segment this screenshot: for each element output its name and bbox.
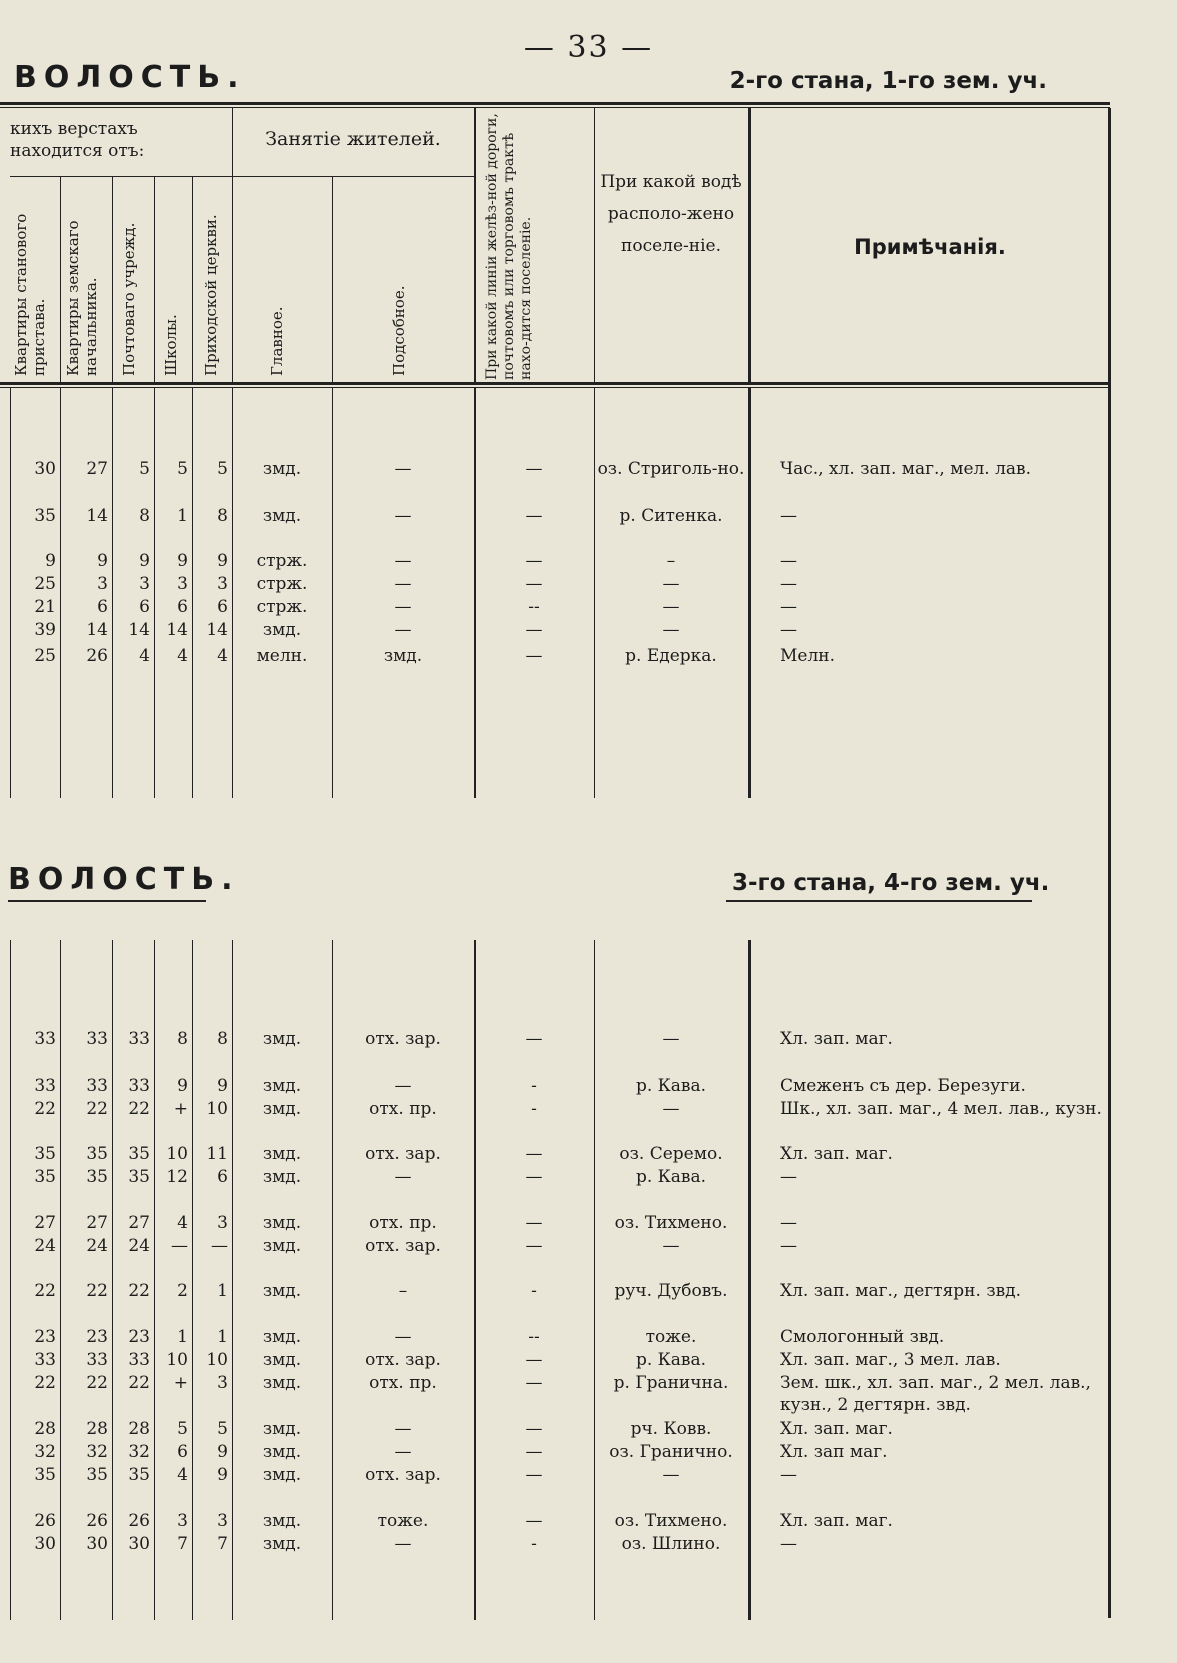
table-cell-distance: + bbox=[173, 1099, 188, 1119]
table-cell-distance: 14 bbox=[166, 620, 188, 640]
table-cell-distance: 28 bbox=[34, 1419, 56, 1439]
table-cell-route: - bbox=[531, 1076, 537, 1096]
table-cell-note: Смологонный звд. bbox=[780, 1327, 945, 1347]
table-cell-route: — bbox=[525, 646, 543, 666]
col-school-header: Школы. bbox=[162, 314, 180, 376]
table-cell-route: -- bbox=[528, 597, 540, 617]
table-cell-main: змд. bbox=[262, 1373, 302, 1393]
table-cell-note: — bbox=[780, 1236, 797, 1256]
table-cell-main: змд. bbox=[262, 1511, 302, 1531]
table-cell-distance: 3 bbox=[139, 574, 150, 594]
table-cell-aux: — bbox=[394, 620, 412, 640]
table-cell-distance: 22 bbox=[86, 1373, 108, 1393]
table-cell-note: Шк., хл. зап. маг., 4 мел. лав., кузн. bbox=[780, 1099, 1102, 1119]
table-cell-distance: 22 bbox=[128, 1373, 150, 1393]
table-cell-aux: отх. пр. bbox=[369, 1213, 437, 1233]
table-cell-water: оз. Тихмено. bbox=[614, 1511, 728, 1531]
table-cell-route: — bbox=[525, 1144, 543, 1164]
table-cell-aux: — bbox=[394, 574, 412, 594]
table-cell-distance: 4 bbox=[177, 1465, 188, 1485]
table-cell-distance: 9 bbox=[217, 1442, 228, 1462]
header-top-rule bbox=[0, 102, 1110, 105]
table-cell-note: Час., хл. зап. маг., мел. лав. bbox=[780, 459, 1032, 479]
table-cell-route: — bbox=[525, 1511, 543, 1531]
table-cell-distance: 21 bbox=[34, 597, 56, 617]
table-cell-distance: 26 bbox=[34, 1511, 56, 1531]
table-cell-note: — bbox=[780, 1465, 797, 1485]
table-cell-distance: 14 bbox=[206, 620, 228, 640]
body2-divider bbox=[474, 940, 476, 1620]
header-bottom-rule bbox=[0, 382, 1110, 385]
table-cell-note: Хл. зап. маг. bbox=[780, 1144, 893, 1164]
table-cell-distance: 5 bbox=[217, 1419, 228, 1439]
table-cell-distance: 33 bbox=[128, 1350, 150, 1370]
table-cell-distance: 23 bbox=[34, 1327, 56, 1347]
table-cell-distance: 22 bbox=[34, 1099, 56, 1119]
table-cell-aux: отх. зар. bbox=[365, 1029, 441, 1049]
table-cell-distance: 10 bbox=[166, 1144, 188, 1164]
table-cell-distance: 22 bbox=[86, 1281, 108, 1301]
table-cell-distance: 3 bbox=[97, 574, 108, 594]
section2-subtitle-underline bbox=[726, 900, 1032, 902]
table-cell-water: руч. Дубовъ. bbox=[614, 1281, 728, 1301]
table-cell-distance: 35 bbox=[34, 1465, 56, 1485]
table-cell-aux: – bbox=[398, 1281, 408, 1301]
table-cell-aux: — bbox=[394, 1076, 412, 1096]
table-cell-main: змд. bbox=[262, 1099, 302, 1119]
table-cell-distance: 30 bbox=[128, 1534, 150, 1554]
page-number: — 33 — bbox=[523, 30, 654, 65]
header-bottom-rule-thin bbox=[0, 387, 1110, 388]
right-border bbox=[1108, 108, 1111, 1618]
table-cell-note: — bbox=[780, 1167, 797, 1187]
table-cell-distance: 3 bbox=[217, 574, 228, 594]
table-cell-distance: 35 bbox=[34, 1144, 56, 1164]
table-cell-water: — bbox=[662, 1465, 680, 1485]
table-cell-aux: отх. пр. bbox=[369, 1099, 437, 1119]
body1-divider bbox=[748, 388, 751, 798]
body2-divider bbox=[594, 940, 595, 1620]
table-cell-main: змд. bbox=[262, 1419, 302, 1439]
table-cell-distance: 33 bbox=[128, 1029, 150, 1049]
table-cell-water: р. Кава. bbox=[635, 1076, 707, 1096]
table-cell-distance: 4 bbox=[217, 646, 228, 666]
table-cell-distance: 5 bbox=[177, 459, 188, 479]
distance-group-rule bbox=[10, 176, 232, 177]
hdr-divider bbox=[192, 176, 193, 382]
table-cell-water: оз. Гранично. bbox=[609, 1442, 733, 1462]
table-cell-note: Мелн. bbox=[780, 646, 836, 666]
table-cell-distance: 33 bbox=[34, 1350, 56, 1370]
table-cell-main: змд. bbox=[262, 1442, 302, 1462]
table-cell-aux: отх. зар. bbox=[365, 1236, 441, 1256]
table-cell-note: Хл. зап маг. bbox=[780, 1442, 888, 1462]
table-cell-distance: 22 bbox=[86, 1099, 108, 1119]
table-cell-route: — bbox=[525, 1350, 543, 1370]
table-cell-water: – bbox=[666, 551, 676, 571]
table-cell-note: Хл. зап. маг. bbox=[780, 1029, 893, 1049]
table-cell-aux: тоже. bbox=[377, 1511, 429, 1531]
table-cell-distance: 14 bbox=[128, 620, 150, 640]
table-cell-water: р. Кава. bbox=[635, 1167, 707, 1187]
table-cell-main: змд. bbox=[262, 1167, 302, 1187]
table-cell-distance: 26 bbox=[128, 1511, 150, 1531]
table-cell-distance: 28 bbox=[86, 1419, 108, 1439]
table-cell-route: — bbox=[525, 1213, 543, 1233]
table-cell-water: оз. Серемо. bbox=[619, 1144, 723, 1164]
table-cell-distance: 10 bbox=[166, 1350, 188, 1370]
table-cell-note: — bbox=[780, 620, 797, 640]
table-cell-distance: 22 bbox=[34, 1281, 56, 1301]
section2-title-underline bbox=[8, 900, 206, 902]
table-cell-distance: — bbox=[171, 1236, 188, 1256]
table-cell-distance: 1 bbox=[217, 1327, 228, 1347]
table-cell-distance: 2 bbox=[177, 1281, 188, 1301]
table-cell-main: стрж. bbox=[256, 551, 308, 571]
hdr-divider bbox=[474, 108, 476, 382]
table-cell-distance: 35 bbox=[34, 1167, 56, 1187]
table-cell-distance: 30 bbox=[34, 459, 56, 479]
table-cell-route: - bbox=[531, 1099, 537, 1119]
table-cell-distance: 14 bbox=[86, 506, 108, 526]
table-cell-main: стрж. bbox=[256, 597, 308, 617]
section1-title: ВОЛОСТЬ. bbox=[14, 60, 246, 95]
table-cell-note: — bbox=[780, 574, 797, 594]
table-cell-water: — bbox=[662, 597, 680, 617]
table-cell-distance: 8 bbox=[177, 1029, 188, 1049]
table-cell-main: змд. bbox=[262, 1236, 302, 1256]
table-cell-main: змд. bbox=[262, 620, 302, 640]
table-cell-aux: отх. пр. bbox=[369, 1373, 437, 1393]
hdr-divider bbox=[154, 176, 155, 382]
table-cell-distance: 39 bbox=[34, 620, 56, 640]
table-cell-route: - bbox=[531, 1534, 537, 1554]
table-cell-distance: 5 bbox=[177, 1419, 188, 1439]
table-cell-distance: 1 bbox=[177, 506, 188, 526]
table-cell-distance: 6 bbox=[177, 1442, 188, 1462]
table-cell-distance: 4 bbox=[177, 1213, 188, 1233]
table-cell-distance: 1 bbox=[217, 1281, 228, 1301]
table-cell-water: — bbox=[662, 620, 680, 640]
col-aux-header: Подсобное. bbox=[390, 285, 408, 376]
table-cell-distance: 14 bbox=[86, 620, 108, 640]
table-cell-distance: 25 bbox=[34, 646, 56, 666]
table-cell-aux: — bbox=[394, 1327, 412, 1347]
table-cell-water: р. Гранична. bbox=[613, 1373, 729, 1393]
col-notes-header: Примѣчанія. bbox=[854, 235, 1006, 259]
table-cell-distance: 12 bbox=[166, 1167, 188, 1187]
table-cell-distance: 27 bbox=[128, 1213, 150, 1233]
table-cell-distance: 33 bbox=[34, 1029, 56, 1049]
table-cell-aux: — bbox=[394, 597, 412, 617]
table-cell-distance: 23 bbox=[128, 1327, 150, 1347]
table-cell-distance: 9 bbox=[217, 1465, 228, 1485]
table-cell-distance: 6 bbox=[177, 597, 188, 617]
table-cell-distance: 33 bbox=[86, 1076, 108, 1096]
col-main-header: Главное. bbox=[268, 306, 286, 376]
table-cell-distance: 32 bbox=[86, 1442, 108, 1462]
table-cell-distance: 33 bbox=[86, 1029, 108, 1049]
table-cell-main: стрж. bbox=[256, 574, 308, 594]
table-cell-water: — bbox=[662, 1029, 680, 1049]
table-cell-distance: 7 bbox=[217, 1534, 228, 1554]
table-cell-distance: 9 bbox=[177, 551, 188, 571]
table-cell-distance: 30 bbox=[34, 1534, 56, 1554]
table-cell-water: оз. Стриголь-но. bbox=[597, 459, 745, 479]
table-cell-distance: 24 bbox=[34, 1236, 56, 1256]
table-cell-route: — bbox=[525, 1167, 543, 1187]
table-cell-aux: отх. зар. bbox=[365, 1350, 441, 1370]
distance-group-header: кихъ верстахъ находится отъ: bbox=[10, 119, 145, 161]
col-zemsky-header: Квартиры земскаго начальника. bbox=[64, 220, 100, 376]
col-water-header: При какой водѣ располо-жено поселе-ніе. bbox=[600, 172, 742, 256]
table-cell-main: змд. bbox=[262, 1213, 302, 1233]
table-cell-main: змд. bbox=[262, 1465, 302, 1485]
table-cell-note: Хл. зап. маг., 3 мел. лав. bbox=[780, 1350, 1001, 1370]
table-cell-distance: 30 bbox=[86, 1534, 108, 1554]
table-cell-main: змд. bbox=[262, 459, 302, 479]
table-cell-route: — bbox=[525, 1373, 543, 1393]
table-cell-aux: отх. зар. bbox=[365, 1144, 441, 1164]
table-cell-water: оз. Тихмено. bbox=[614, 1213, 728, 1233]
table-cell-aux: — bbox=[394, 1534, 412, 1554]
table-cell-distance: 28 bbox=[128, 1419, 150, 1439]
table-cell-route: — bbox=[525, 1029, 543, 1049]
table-cell-aux: — bbox=[394, 1167, 412, 1187]
table-cell-distance: 11 bbox=[206, 1144, 228, 1164]
table-cell-aux: — bbox=[394, 1442, 412, 1462]
table-cell-note: — bbox=[780, 506, 797, 526]
table-cell-distance: 35 bbox=[128, 1167, 150, 1187]
col-stanovoy-header: Квартиры станового пристава. bbox=[12, 213, 48, 376]
table-cell-note: — bbox=[780, 597, 797, 617]
table-cell-distance: 5 bbox=[139, 459, 150, 479]
table-cell-distance: 5 bbox=[217, 459, 228, 479]
table-cell-distance: 24 bbox=[86, 1236, 108, 1256]
table-cell-distance: 23 bbox=[86, 1327, 108, 1347]
table-cell-aux: змд. bbox=[383, 646, 423, 666]
col-church-header: Приходской церкви. bbox=[202, 214, 220, 376]
table-cell-route: — bbox=[525, 1419, 543, 1439]
table-cell-water: — bbox=[662, 1236, 680, 1256]
table-cell-distance: 9 bbox=[217, 551, 228, 571]
table-cell-distance: 7 bbox=[177, 1534, 188, 1554]
table-cell-aux: — bbox=[394, 459, 412, 479]
table-cell-aux: — bbox=[394, 551, 412, 571]
occupation-group-rule bbox=[232, 176, 474, 177]
table-cell-water: тоже. bbox=[645, 1327, 697, 1347]
table-cell-distance: 9 bbox=[97, 551, 108, 571]
table-cell-route: - bbox=[531, 1281, 537, 1301]
header-top-rule-thin bbox=[0, 107, 1110, 108]
table-cell-aux: — bbox=[394, 506, 412, 526]
table-cell-distance: 22 bbox=[34, 1373, 56, 1393]
table-cell-main: змд. bbox=[262, 1029, 302, 1049]
table-cell-distance: 35 bbox=[34, 506, 56, 526]
table-cell-distance: 35 bbox=[86, 1144, 108, 1164]
table-cell-distance: 32 bbox=[34, 1442, 56, 1462]
table-cell-note: Хл. зап. маг., дегтярн. звд. bbox=[780, 1281, 1022, 1301]
table-cell-distance: 3 bbox=[217, 1373, 228, 1393]
table-cell-main: змд. bbox=[262, 1327, 302, 1347]
table-cell-route: — bbox=[525, 1442, 543, 1462]
table-cell-distance: 1 bbox=[177, 1327, 188, 1347]
table-cell-note: Зем. шк., хл. зап. маг., 2 мел. лав., кузн., 2 дегтярн. звд. bbox=[780, 1373, 1091, 1415]
table-cell-distance: 6 bbox=[139, 597, 150, 617]
table-cell-route: — bbox=[525, 551, 543, 571]
table-cell-aux: отх. зар. bbox=[365, 1465, 441, 1485]
section2-title: ВОЛОСТЬ. bbox=[8, 862, 240, 897]
table-cell-distance: 9 bbox=[139, 551, 150, 571]
body1-divider bbox=[594, 388, 595, 798]
body1-divider bbox=[332, 388, 333, 798]
body2-divider bbox=[332, 940, 333, 1620]
hdr-divider bbox=[748, 108, 751, 382]
table-cell-distance: 35 bbox=[128, 1144, 150, 1164]
table-cell-distance: 25 bbox=[34, 574, 56, 594]
table-cell-distance: 9 bbox=[45, 551, 56, 571]
section1-subtitle: 2-го стана, 1-го зем. уч. bbox=[729, 68, 1047, 94]
table-cell-distance: 32 bbox=[128, 1442, 150, 1462]
table-cell-main: змд. bbox=[262, 1144, 302, 1164]
table-cell-distance: 8 bbox=[217, 506, 228, 526]
hdr-divider bbox=[112, 176, 113, 382]
table-cell-distance: 3 bbox=[177, 1511, 188, 1531]
table-cell-note: Хл. зап. маг. bbox=[780, 1419, 893, 1439]
section2-subtitle: 3-го стана, 4-го зем. уч. bbox=[732, 870, 1050, 896]
table-cell-main: змд. bbox=[262, 1350, 302, 1370]
table-cell-route: — bbox=[525, 1465, 543, 1485]
table-cell-water: рч. Ковв. bbox=[630, 1419, 712, 1439]
table-cell-aux: — bbox=[394, 1419, 412, 1439]
table-cell-distance: 27 bbox=[86, 459, 108, 479]
table-cell-distance: 27 bbox=[86, 1213, 108, 1233]
table-cell-route: — bbox=[525, 1236, 543, 1256]
table-cell-distance: 9 bbox=[217, 1076, 228, 1096]
body1-divider bbox=[232, 388, 233, 798]
table-cell-distance: 4 bbox=[139, 646, 150, 666]
table-cell-distance: 22 bbox=[128, 1281, 150, 1301]
table-cell-water: р. Ситенка. bbox=[619, 506, 723, 526]
table-cell-route: — bbox=[525, 506, 543, 526]
table-cell-distance: 8 bbox=[139, 506, 150, 526]
table-cell-distance: 26 bbox=[86, 646, 108, 666]
table-cell-note: — bbox=[780, 551, 797, 571]
table-cell-water: оз. Шлино. bbox=[621, 1534, 721, 1554]
table-cell-distance: 35 bbox=[86, 1167, 108, 1187]
table-cell-distance: 33 bbox=[34, 1076, 56, 1096]
table-cell-distance: 8 bbox=[217, 1029, 228, 1049]
occupation-header: Занятіе жителей. bbox=[265, 128, 441, 150]
table-cell-water: р. Едерка. bbox=[625, 646, 717, 666]
table-cell-distance: 3 bbox=[217, 1213, 228, 1233]
hdr-divider bbox=[60, 176, 61, 382]
table-cell-distance: 33 bbox=[86, 1350, 108, 1370]
body2-divider bbox=[232, 940, 233, 1620]
table-cell-distance: 24 bbox=[128, 1236, 150, 1256]
table-cell-note: — bbox=[780, 1534, 797, 1554]
table-cell-main: змд. bbox=[262, 1534, 302, 1554]
table-cell-distance: 3 bbox=[217, 1511, 228, 1531]
table-cell-main: змд. bbox=[262, 1281, 302, 1301]
col-post-header: Почтоваго учрежд. bbox=[120, 222, 138, 376]
table-cell-note: Хл. зап. маг. bbox=[780, 1511, 893, 1531]
table-cell-distance: 35 bbox=[128, 1465, 150, 1485]
table-cell-main: змд. bbox=[262, 1076, 302, 1096]
table-cell-distance: 4 bbox=[177, 646, 188, 666]
table-cell-distance: 10 bbox=[206, 1350, 228, 1370]
table-cell-distance: + bbox=[173, 1373, 188, 1393]
table-cell-distance: 10 bbox=[206, 1099, 228, 1119]
table-cell-distance: 22 bbox=[128, 1099, 150, 1119]
table-cell-distance: 6 bbox=[217, 1167, 228, 1187]
table-cell-distance: 3 bbox=[177, 574, 188, 594]
table-cell-distance: 26 bbox=[86, 1511, 108, 1531]
table-cell-distance: 35 bbox=[86, 1465, 108, 1485]
body2-divider bbox=[748, 940, 751, 1620]
table-cell-route: -- bbox=[528, 1327, 540, 1347]
table-cell-main: змд. bbox=[262, 506, 302, 526]
table-cell-distance: 9 bbox=[177, 1076, 188, 1096]
table-cell-route: — bbox=[525, 459, 543, 479]
table-cell-distance: — bbox=[211, 1236, 228, 1256]
table-cell-distance: 6 bbox=[217, 597, 228, 617]
table-cell-distance: 27 bbox=[34, 1213, 56, 1233]
table-cell-note: Смеженъ съ дер. Березуги. bbox=[780, 1076, 1026, 1096]
table-cell-distance: 33 bbox=[128, 1076, 150, 1096]
body1-divider bbox=[474, 388, 476, 798]
table-cell-note: — bbox=[780, 1213, 797, 1233]
table-cell-distance: 6 bbox=[97, 597, 108, 617]
table-cell-main: мелн. bbox=[256, 646, 308, 666]
table-cell-water: р. Кава. bbox=[635, 1350, 707, 1370]
table-cell-water: — bbox=[662, 574, 680, 594]
table-cell-water: — bbox=[662, 1099, 680, 1119]
col-route-header: При какой линіи желѣз-ной дороги, почтовомъ или торговомъ трактѣ нахо-дится поселеніе. bbox=[484, 113, 534, 380]
table-cell-route: — bbox=[525, 620, 543, 640]
table-cell-route: — bbox=[525, 574, 543, 594]
hdr-divider bbox=[332, 176, 333, 382]
hdr-divider bbox=[594, 108, 595, 382]
